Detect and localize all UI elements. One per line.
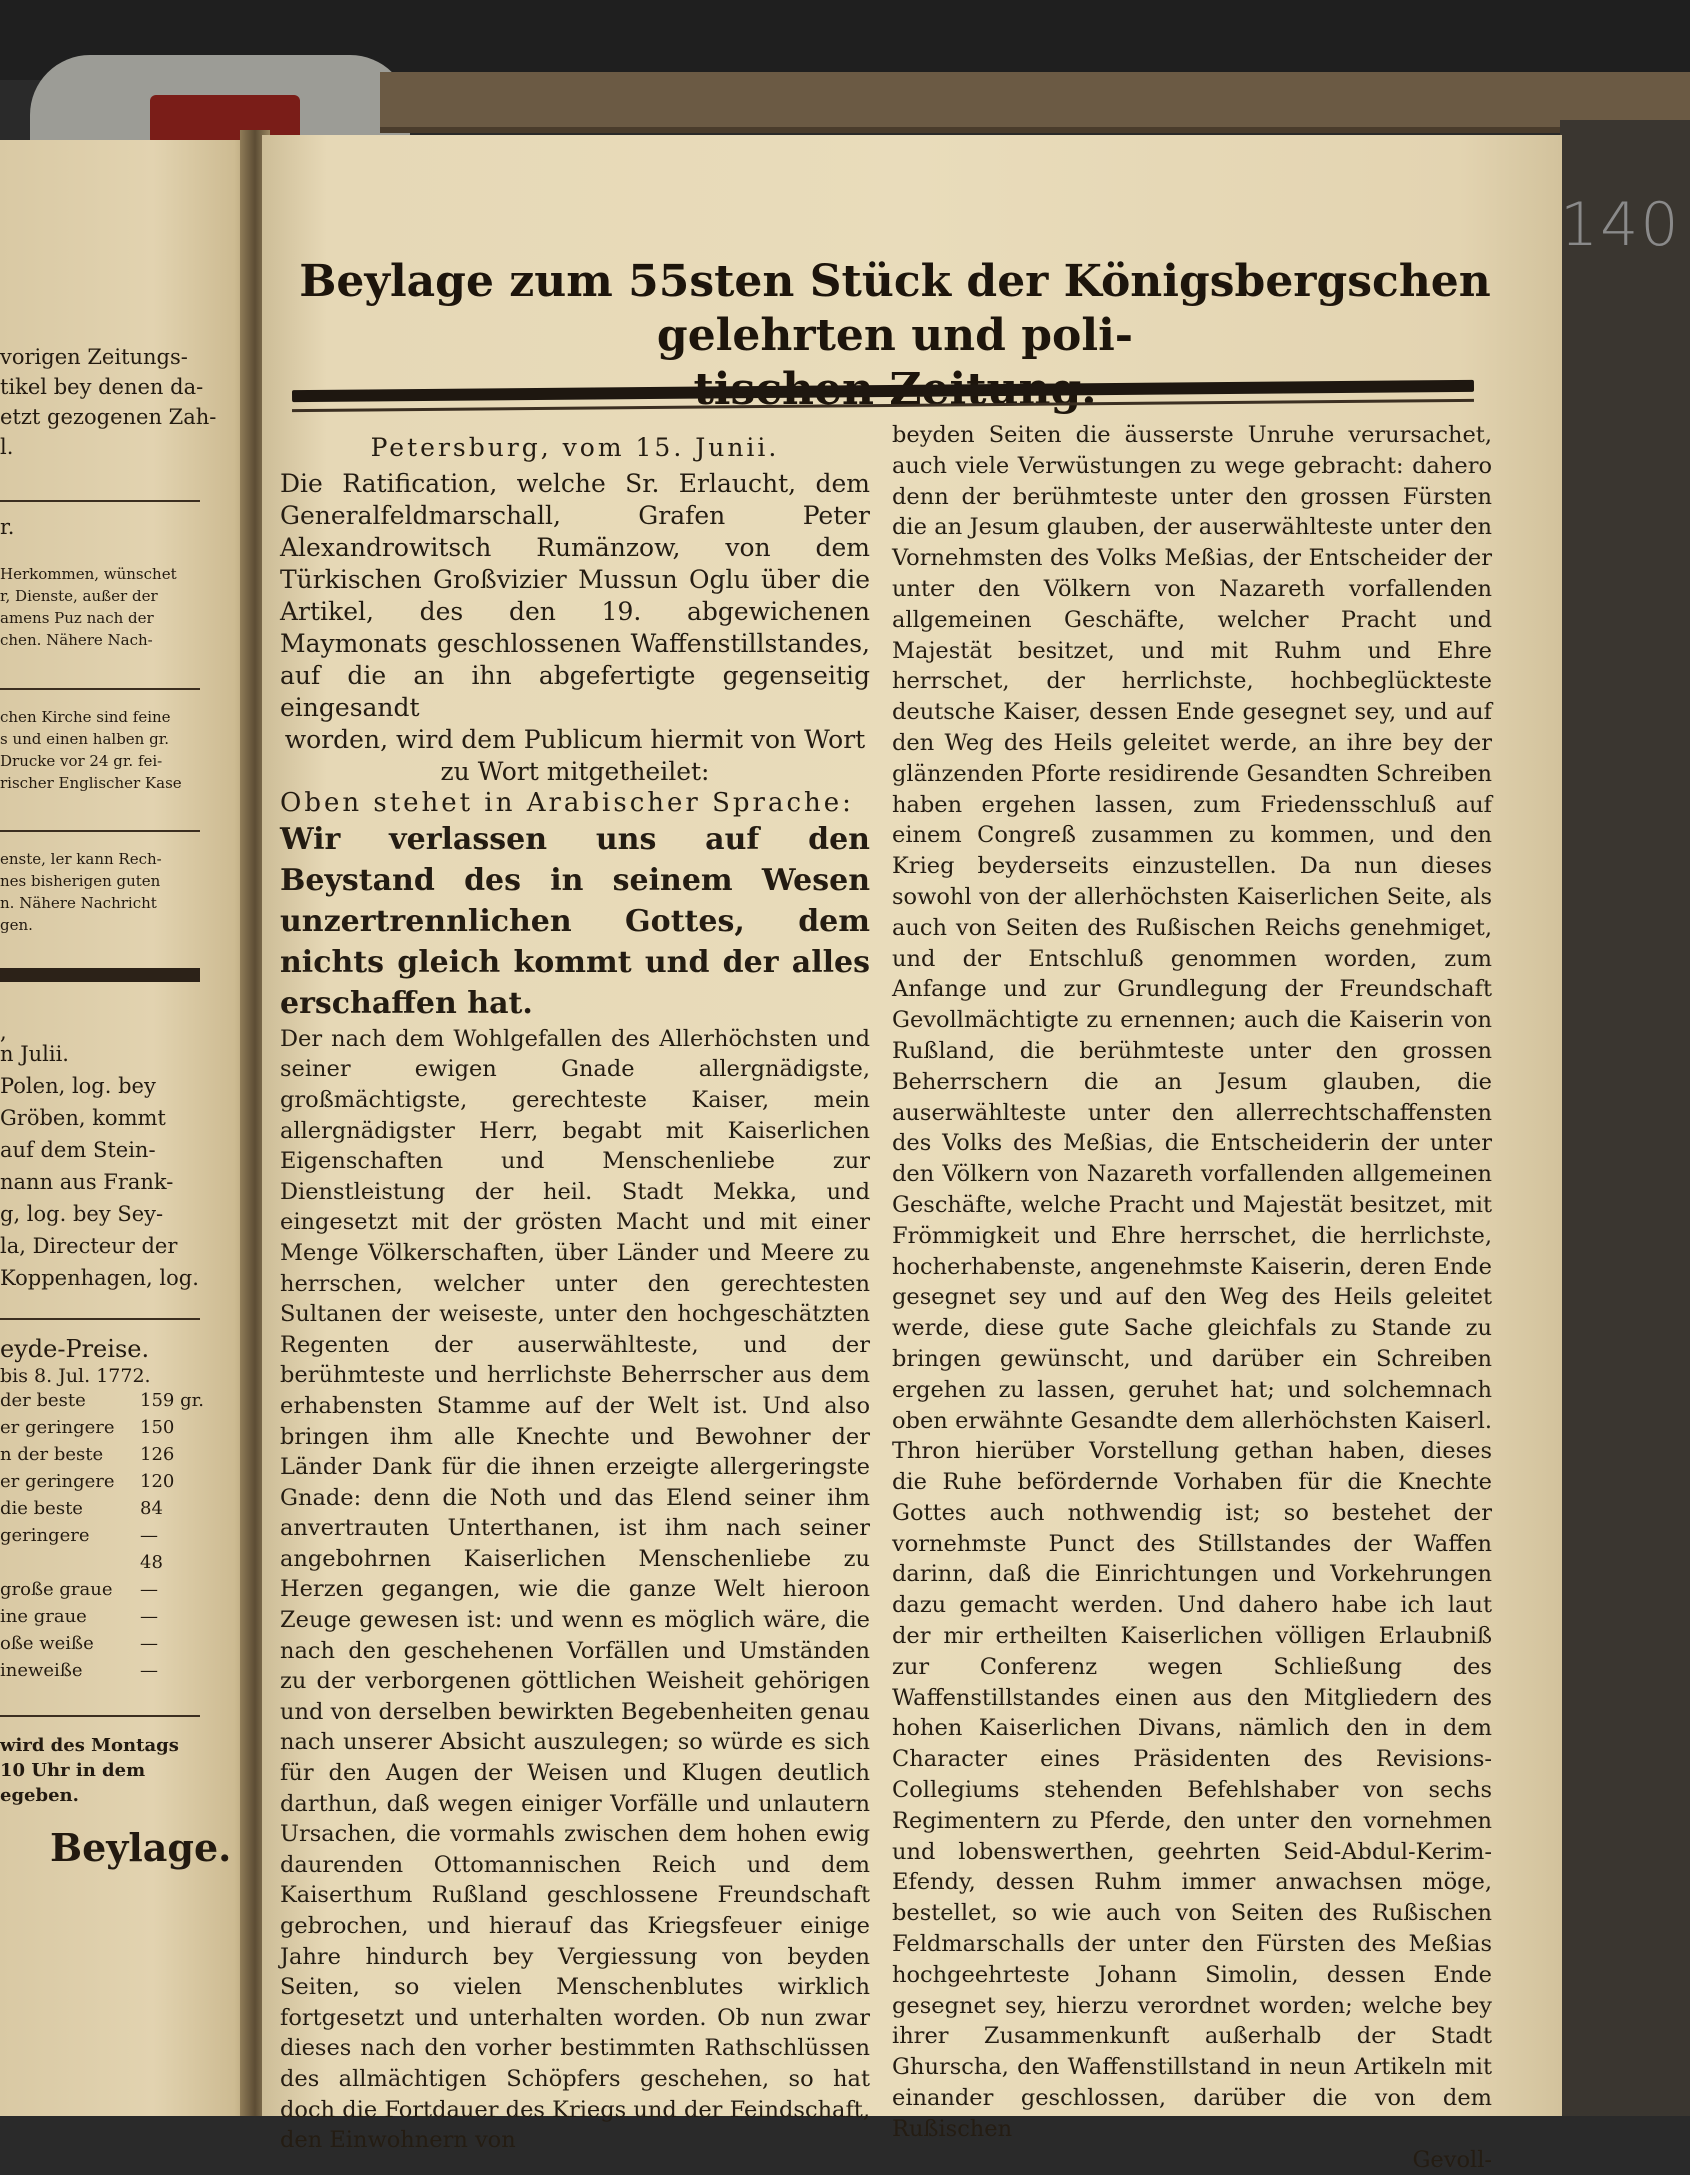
- left-thick-rule: [0, 968, 200, 982]
- title-line-1: Beylage zum 55sten Stück der Königsbergschen gelehrten und poli-: [299, 256, 1491, 361]
- left-line: rischer Englischer Kase: [0, 774, 182, 792]
- price-label: die beste: [0, 1498, 83, 1519]
- left-divider: [0, 1715, 200, 1717]
- left-line: nes bisherigen guten: [0, 872, 161, 890]
- left-line: r.: [0, 515, 15, 539]
- price-value: 84: [140, 1498, 163, 1519]
- left-line: 10 Uhr in dem: [0, 1760, 146, 1781]
- price-value: —: [140, 1660, 158, 1681]
- price-value: —: [140, 1606, 158, 1627]
- book-board-edge: [380, 72, 1690, 133]
- left-facing-page: [0, 140, 255, 2116]
- folio-number: 140: [1560, 190, 1681, 260]
- body-text-left: Der nach dem Wohlgefallen des Allerhöchsten und seiner ewigen Gnade allergnädigste, großmächtigste, gerechteste Kaiser, mein allergnädigster Herr, begabt mit Kaiserlichen Eigenschaften und Menschenliebe zur Dienstleistung der heil. Stadt Mekka, und eingesetzt mit der grösten Macht und mit einer Menge Völkerschaften, über Länder und Meere zu herrschen, welcher unter den gerechtesten Sultanen der weiseste, unter den hochgeschätzten Regenten der auserwählteste, und der berühmteste und herrlichste Beherrscher aus dem erhabensten Stamme auf der Welt ist. Und also bringen ihm alle Knechte und Bewohner der Länder Dank für die ihnen erzeigte allergeringste Gnade: denn die Noth und das Elend seiner ihm anvertrauten Unterthanen, ist ihm nach seiner angebohrnen Kaiserlichen Menschenliebe zu Herzen gegangen, wie die ganze Welt hieroon Zeuge gewesen ist: und wenn es möglich wäre, die nach den geschehenen Vorfällen und Umständen zu der verborgenen göttlichen Weisheit gehörigen und von derselben bewirkten Begebenheiten genau nach unserer Absicht auszulegen; so würde es sich für den Augen der Weisen und Klugen deutlich darthun, daß wegen einiger Vorfälle und unlautern Ursachen, die vormahls zwischen dem hohen ewig daurenden Ottomannischen Reich und dem Kaiserthum Rußland geschlossene Freundschaft gebrochen, und hierauf das Kriegsfeuer einige Jahre hindurch bey Vergiessung von beyden Seiten, so vielen Menschenblutes wirklich fortgesetzt und unterhalten worden. Ob nun zwar dieses nach den vorher bestimmten Rathschlüssen des allmächtigen Schöpfers geschehen, so hat doch die Fortdauer des Kriegs und der Feindschaft, den Einwohnern von: [280, 1025, 870, 2154]
- left-line: l.: [0, 435, 14, 459]
- left-line: amens Puz nach der: [0, 609, 154, 627]
- price-value: —: [140, 1633, 158, 1654]
- left-line: chen Kirche sind feine: [0, 708, 171, 726]
- left-divider: [0, 1318, 200, 1320]
- left-line: g, log. bey Sey-: [0, 1202, 164, 1226]
- left-line: bis 8. Jul. 1772.: [0, 1365, 151, 1387]
- subheading: Oben stehet in Arabischer Sprache:: [280, 788, 854, 818]
- price-label: er geringere: [0, 1471, 115, 1492]
- left-divider: [0, 830, 200, 832]
- price-label: der beste: [0, 1390, 86, 1411]
- left-line: n. Nähere Nachricht: [0, 894, 157, 912]
- left-line: Gröben, kommt: [0, 1106, 166, 1130]
- price-value: —: [140, 1525, 158, 1546]
- left-line: r, Dienste, außer der: [0, 587, 158, 605]
- price-label: er geringere: [0, 1417, 115, 1438]
- column-right: [892, 420, 1492, 2175]
- left-line: egeben.: [0, 1785, 79, 1806]
- left-line: auf dem Stein-: [0, 1138, 156, 1162]
- left-line: Polen, log. bey: [0, 1074, 156, 1098]
- price-label: ineweiße: [0, 1660, 83, 1681]
- lead-paragraph: Die Ratification, welche Sr. Erlaucht, dem Generalfeldmarschall, Grafen Peter Alexandrowitsch Rumänzow, von dem Türkischen Großvizier Mussun Oglu über die Artikel, des den 19. abgewichenen Maymonats geschlossenen Waffenstillstandes, auf die an ihn abgefertigte gegenseitig eingesandt: [280, 469, 870, 722]
- price-value: 120: [140, 1471, 175, 1492]
- dateline: Petersburg, vom 15. Junii.: [370, 433, 780, 462]
- price-value: 48: [140, 1552, 163, 1573]
- lead-paragraph-tail: worden, wird dem Publicum hiermit von Wort zu Wort mitgetheilet:: [284, 725, 866, 786]
- left-line: gen.: [0, 916, 33, 934]
- left-line: vorigen Zeitungs-: [0, 345, 188, 369]
- left-divider: [0, 500, 200, 502]
- book-board-right: [1560, 120, 1690, 2116]
- left-line: tikel bey denen da-: [0, 375, 204, 399]
- price-value: 126: [140, 1444, 175, 1465]
- price-value: —: [140, 1579, 158, 1600]
- left-line: wird des Montags: [0, 1735, 179, 1756]
- price-label: oße weiße: [0, 1633, 94, 1654]
- price-label: große graue: [0, 1579, 113, 1600]
- left-line: nann aus Frank-: [0, 1170, 174, 1194]
- left-line: ,: [0, 1020, 7, 1044]
- left-line: chen. Nähere Nach-: [0, 631, 153, 649]
- price-label: n der beste: [0, 1444, 104, 1465]
- column-left: [280, 428, 870, 2156]
- price-value: 150: [140, 1417, 175, 1438]
- left-line: enste, ler kann Rech-: [0, 850, 162, 868]
- left-line: Herkommen, wünschet: [0, 565, 177, 583]
- left-line: etzt gezogenen Zah-: [0, 405, 217, 429]
- left-line: n Julii.: [0, 1042, 69, 1066]
- left-line: Drucke vor 24 gr. fei-: [0, 752, 163, 770]
- left-line: eyde-Preise.: [0, 1335, 150, 1363]
- left-catchword: Beylage.: [50, 1825, 232, 1870]
- left-line: s und einen halben gr.: [0, 730, 169, 748]
- left-divider: [0, 688, 200, 690]
- price-value: 159 gr.: [140, 1390, 204, 1411]
- price-label: ine graue: [0, 1606, 87, 1627]
- catchword: Gevoll-: [1412, 2146, 1492, 2173]
- left-line: la, Directeur der: [0, 1234, 178, 1258]
- price-label: geringere: [0, 1525, 90, 1546]
- invocation: Wir verlassen uns auf den Beystand des in seinem Wesen unzertrennlichen Gottes, dem nichts gleich kommt und der alles erschaffen hat.: [280, 821, 870, 1021]
- left-line: Koppenhagen, log.: [0, 1266, 199, 1290]
- body-text-right: beyden Seiten die äusserste Unruhe verursachet, auch viele Verwüstungen zu wege gebracht: dahero denn der berühmteste unter den grossen Fürsten die an Jesum glauben, der auserwählteste unter den Vornehmsten des Volks Meßias, der Entscheider der unter den Völkern von Nazareth vorfallenden allgemeinen Geschäfte, welcher Pracht und Majestät besitzet, und mit Ruhm und Ehre herrschet, der herrlichste, hochbeglückteste deutsche Kaiser, dessen Ende gesegnet sey, und auf den Weg des Heils geleitet werde, an ihre bey der glänzenden Pforte residirende Gesandten Schreiben haben ergehen lassen, zum Friedensschluß auf einem Congreß zusammen zu kommen, und den Krieg beyderseits einzustellen. Da nun dieses sowohl von der allerhöchsten Kaiserlichen Seite, als auch von Seiten des Rußischen Reichs genehmiget, und der Entschluß genommen worden, zum Anfange und zur Grundlegung der Freundschaft Gevollmächtigte zu ernennen; auch die Kaiserin von Rußland, die berühmteste unter den grossen Beherrschern die an Jesum glauben, die auserwählteste unter den allerrechtschaffensten des Volks des Meßias, die Entscheiderin der unter den Völkern von Nazareth vorfallenden allgemeinen Geschäfte, welche Pracht und Majestät besitzet, mit Frömmigkeit und Ehre herrschet, die herrlichste, hocherhabenste, angenehmste Kaiserin, deren Ende gesegnet sey und auf den Weg des Heils geleitet werde, diese gute Sache gleichfals zu Stande zu bringen gewünscht, und darüber ein Schreiben ergehen zu lassen, geruhet hat; und solchemnach oben erwähnte Gesandte dem allerhöchsten Kaiserl. Thron hierüber Vorstellung gethan haben, dieses die Ruhe befördernde Vorhaben für die Knechte Gottes auch nothwendig ist; so bestehet der vornehmste Punct des Stillstandes der Waffen darinn, daß die Einrichtungen und Vorkehrungen dazu gemacht werden. Und dahero habe ich laut der mir ertheilten Kaiserlichen völligen Erlaubniß zur Conferenz wegen Schließung des Waffenstillstandes einen aus den Mitgliedern des hohen Kaiserlichen Divans, nämlich den in dem Character eines Präsidenten des Revisions-Collegiums stehenden Befehlshaber von sechs Regimentern zu Pferde, den unter den vornehmen und lobenswerthen, geehrten Seid-Abdul-Kerim-Efendy, dessen Ruhm immer anwachsen möge, bestellet, so wie auch von Seiten des Rußischen Feldmarschalls der unter den Fürsten des Meßias hochgeehrteste Johann Simolin, dessen Ende gesegnet sey, hierzu verordnet worden; welche bey ihrer Zusammenkunft außerhalb der Stadt Ghurscha, den Waffenstillstand in neun Artikeln mit einander geschlossen, darüber die von dem Rußischen: [892, 422, 1492, 2142]
